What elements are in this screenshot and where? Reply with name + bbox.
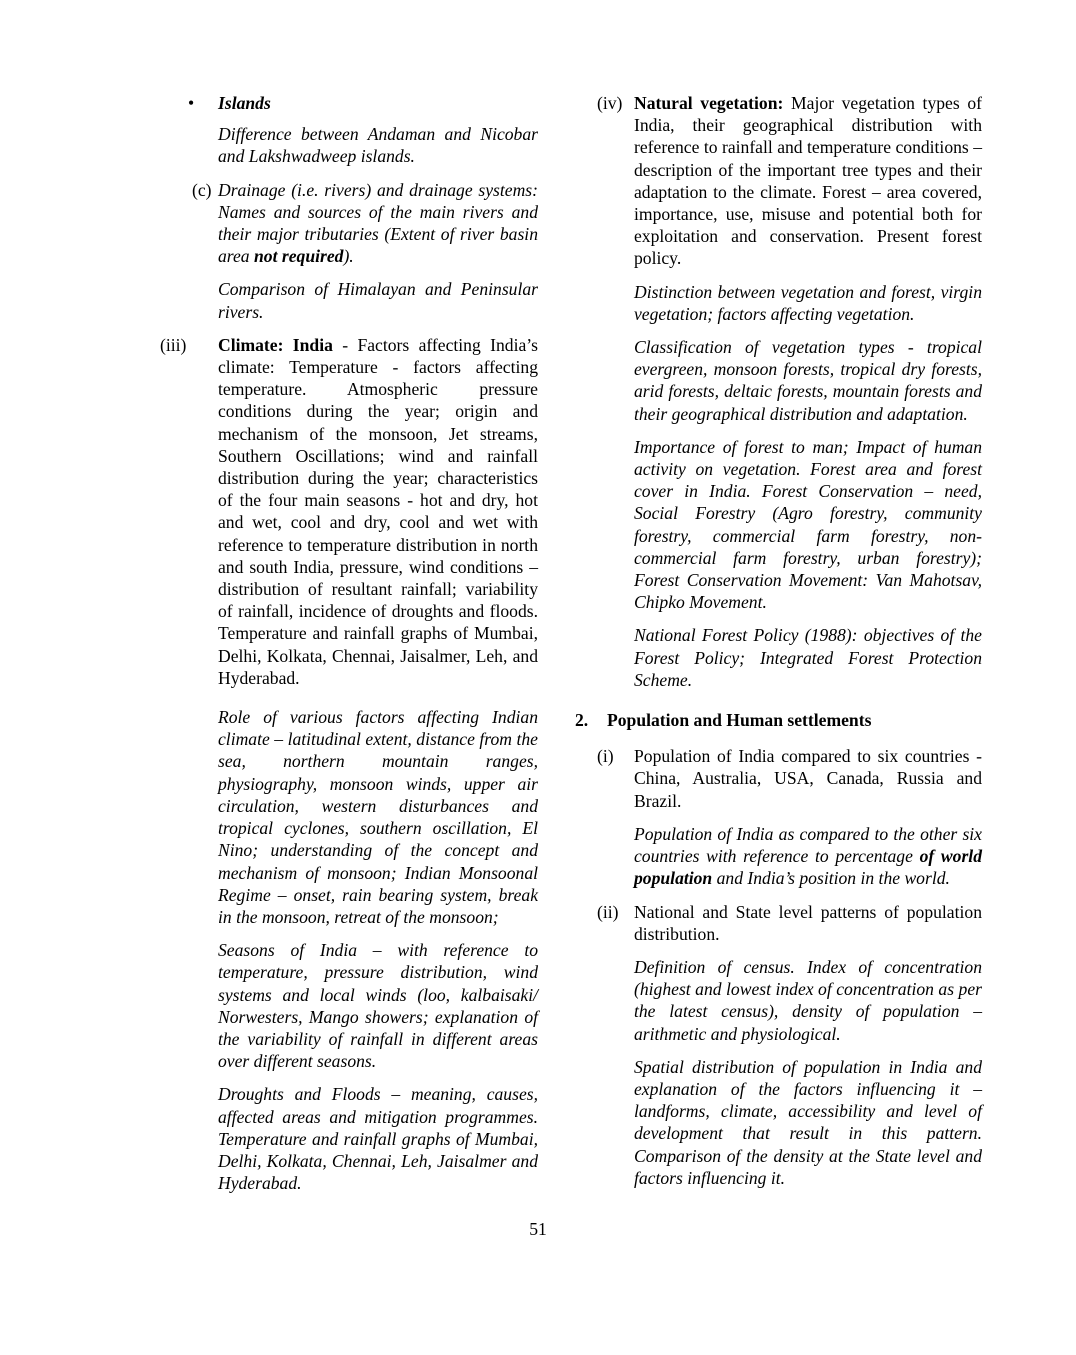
text-run-bold: of world population	[634, 846, 982, 889]
list-marker-i: (i)	[597, 746, 614, 767]
paragraph-text: Classification of vegetation types - tropical evergreen, monsoon forests, tropical dry forests, arid forests, deltaic forests, mountain forests and their geographical distribution and adaptation.	[634, 337, 982, 424]
paragraph-national-forest-policy	[572, 624, 982, 691]
paragraph-text	[634, 92, 982, 270]
text-run-bold: not required	[254, 246, 344, 267]
paragraph-vegetation-distinction	[572, 281, 982, 325]
list-item-islands	[160, 92, 538, 114]
paragraph-islands-difference	[160, 123, 538, 167]
list-marker-iii: (iii)	[160, 334, 187, 355]
text-run-pre: Drainage (i.e. rivers) and drainage systems: Names and sources of the main rivers and their major tributaries (Extent of river basin area	[218, 179, 538, 267]
paragraph-text	[218, 334, 538, 689]
list-item-climate-india	[160, 334, 538, 689]
list-marker-ii: (ii)	[597, 901, 619, 922]
list-item-population-comparison	[572, 745, 982, 812]
text-run-pre: Population of India as compared to the other six countries with reference to percentage	[634, 823, 982, 867]
list-marker-c: (c)	[192, 179, 212, 200]
bullet-marker: •	[188, 93, 195, 113]
paragraph-text: Droughts and Floods – meaning, causes, affected areas and mitigation programmes. Temperature and rainfall graphs of Mumbai, Delhi, Kolkata, Chennai, Leh, Jaisalmer and Hyderabad.	[218, 1084, 538, 1194]
paragraph-vegetation-classification	[572, 336, 982, 425]
text-run-body: Major vegetation types of India, their geographical distribution with reference to rainfall and temperature conditions – description of the important tree types and their adaptation to the climate. Forest – area covered, importance, use, misuse and potential both for exploitation and conservation. Present forest policy.	[634, 93, 982, 269]
paragraph-text: Difference between Andaman and Nicobar and Lakshwadweep islands.	[218, 124, 538, 167]
text-run-bold-lead: Natural vegetation:	[634, 93, 784, 113]
section-number-marker: 2.	[575, 710, 589, 731]
paragraph-text: Role of various factors affecting Indian climate – latitudinal extent, distance from the sea, northern mountain ranges, physiography, monsoon winds, upper air circulation, western disturbances and tropical cyclones, southern oscillation, El Nino; understanding of the concept and mechanism of monsoon; Indian Monsoonal Regime – onset, rain bearing system, break in the monsoon, retreat of the monsoon;	[218, 707, 538, 927]
text-run-post: ).	[343, 246, 354, 267]
right-column	[572, 92, 982, 1200]
paragraph-droughts-and-floods	[160, 1083, 538, 1194]
list-item-natural-vegetation	[572, 92, 982, 270]
text-run-bold-lead: Climate: India	[218, 334, 333, 355]
list-marker-iv: (iv)	[597, 93, 623, 113]
page-number: 51	[529, 1219, 547, 1239]
paragraph-text	[218, 179, 538, 268]
list-item-population-distribution	[572, 901, 982, 945]
paragraph-population-world-share	[572, 823, 982, 890]
paragraph-text	[634, 823, 982, 890]
paragraph-forest-importance	[572, 436, 982, 614]
list-item-drainage	[160, 179, 538, 268]
paragraph-climate-factors	[160, 706, 538, 928]
paragraph-text: Population of India compared to six countries - China, Australia, USA, Canada, Russia and Brazil.	[634, 746, 982, 811]
paragraph-text: Seasons of India – with reference to temperature, pressure distribution, wind systems and local winds (loo, kalbaisaki/ Norwesters, Mango showers; explanation of the variability of rainfall in different areas over different seasons.	[218, 940, 538, 1072]
paragraph-rivers-comparison	[160, 278, 538, 322]
paragraph-spatial-distribution	[572, 1056, 982, 1189]
left-column	[160, 92, 538, 1205]
list-item-label: Islands	[218, 93, 271, 113]
text-run-post: and India’s position in the world.	[712, 868, 950, 889]
paragraph-seasons-of-india	[160, 939, 538, 1072]
paragraph-text: Importance of forest to man; Impact of human activity on vegetation. Forest area and forest cover in India. Forest Conservation – need, Social Forestry (Agro forestry, community forestry, commercial farm forestry, non-commercial farm forestry, urban forestry); Forest Conservation Movement: Van Mahotsav, Chipko Movement.	[634, 436, 982, 613]
paragraph-text: Distinction between vegetation and forest, virgin vegetation; factors affecting vegetation.	[634, 281, 982, 324]
section-heading-text: Population and Human settlements	[607, 710, 872, 731]
section-heading-population	[572, 709, 982, 731]
paragraph-text: Spatial distribution of population in India and explanation of the factors influencing it – landforms, climate, accessibility and level of development that result in this pattern. Comparison of the density at the State level and factors influencing it.	[634, 1056, 982, 1188]
paragraph-text: National and State level patterns of population distribution.	[634, 901, 982, 944]
paragraph-text: Definition of census. Index of concentration (highest and lowest index of concentration as per the latest census), density of population – arithmetic and physiological.	[634, 956, 982, 1044]
paragraph-text: Comparison of Himalayan and Peninsular rivers.	[218, 279, 538, 322]
text-run-body: - Factors affecting India’s climate: Temperature - factors affecting temperature. Atmospheric pressure conditions during the year; origin and mechanism of the monsoon, Jet streams, Southern Oscillations; wind and rainfall distribution during the year; characteristics of the four main seasons - hot and dry, hot and wet, cool and dry, cool and wet with reference to temperature distribution in north and south India, pressure, wind conditions – distribution of resultant rainfall; variability of rainfall, incidence of droughts and floods. Temperature and rainfall graphs of Mumbai, Delhi, Kolkata, Chennai, Jaisalmer, Leh, and Hyderabad.	[218, 334, 538, 688]
paragraph-text: National Forest Policy (1988): objectives of the Forest Policy; Integrated Forest Protection Scheme.	[634, 625, 982, 690]
paragraph-census-definition	[572, 956, 982, 1045]
